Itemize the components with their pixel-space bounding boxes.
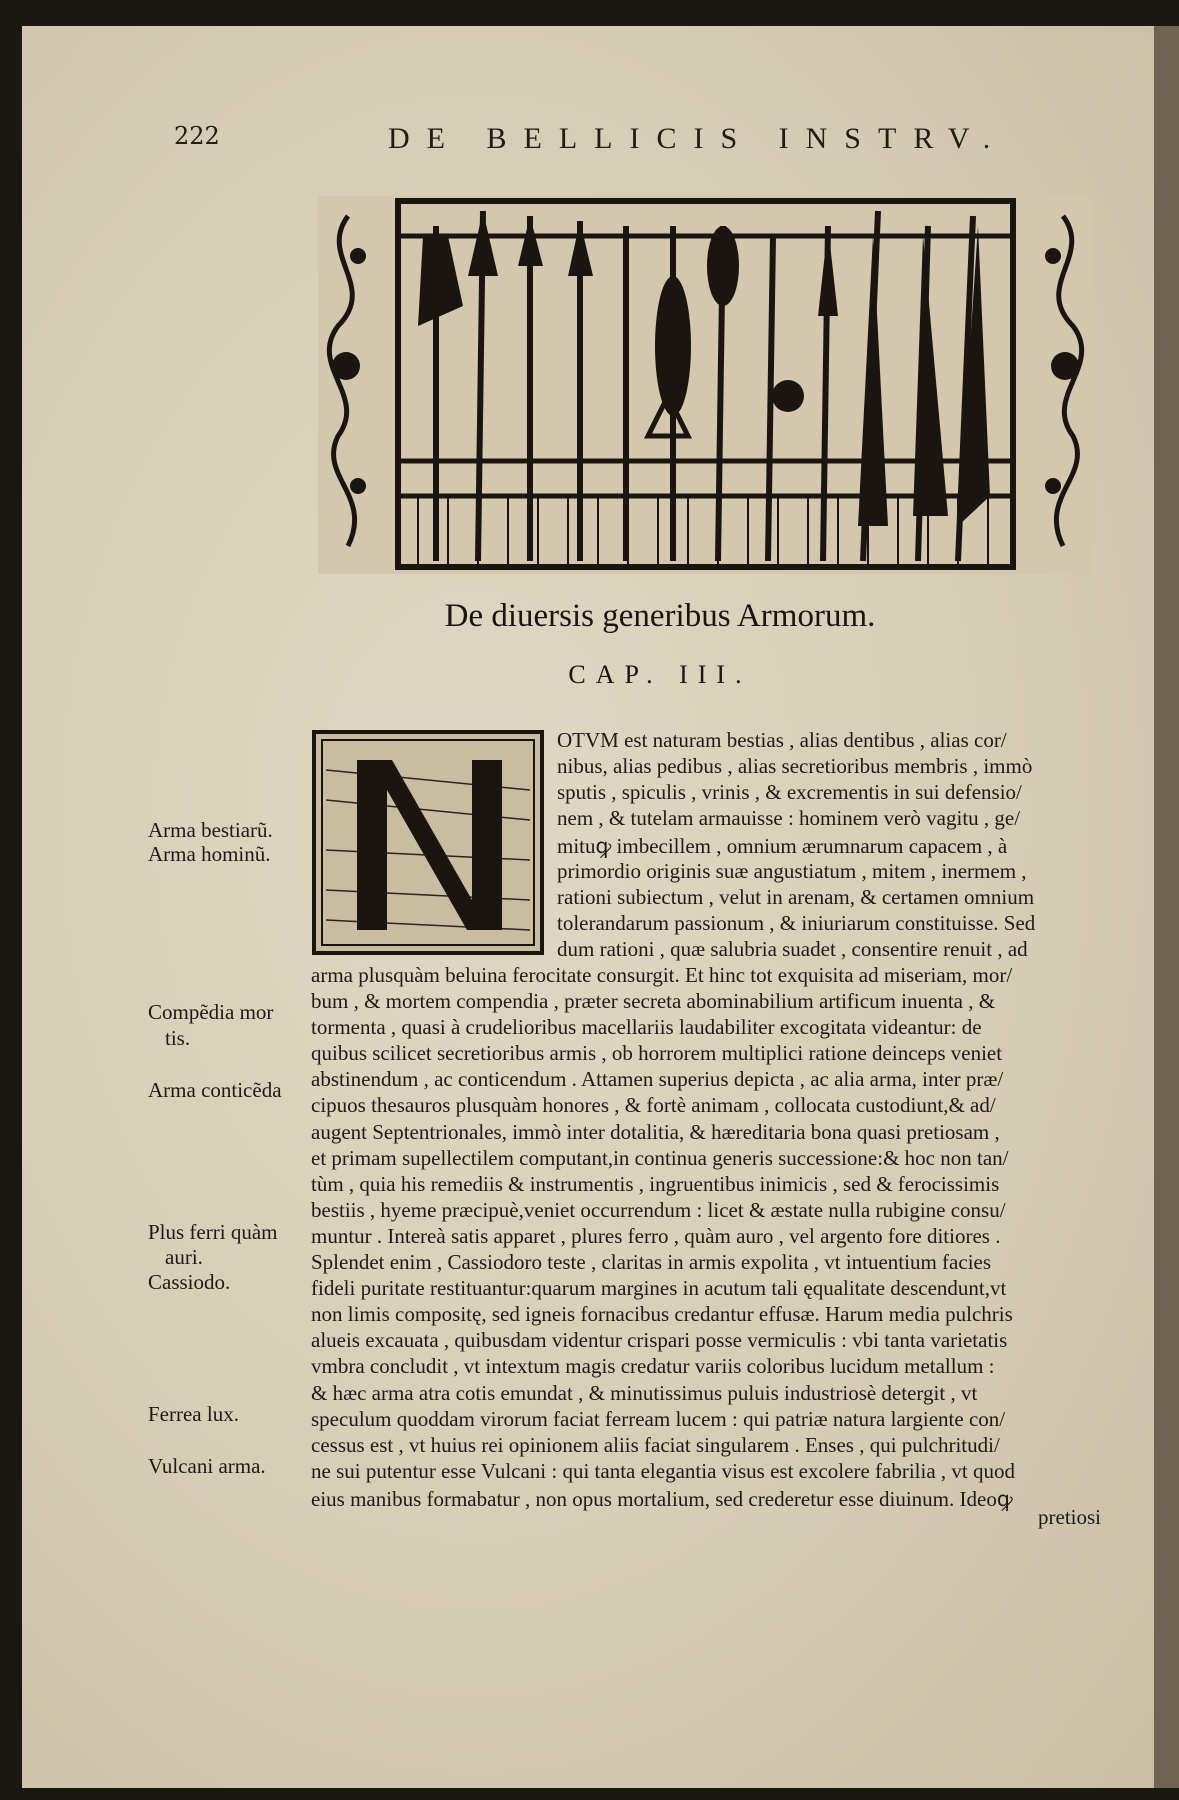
margin-note: auri. [165,1245,203,1269]
text-line: muntur . Intereà satis apparet , plures ferro , quàm auro , vel argento fore ditiores . [311,1223,1001,1248]
text-line: bum , & mortem compendia , præter secreta abominabilium artificum inuenta , & [311,989,996,1013]
facing-page-edge [1154,26,1179,1788]
margin-note: Cassiodo. [148,1270,231,1294]
text-line: arma plusquàm beluina ferocitate consurgit. Et hinc tot exquisita ad miseriam, mor/ [311,962,1013,987]
text-line: tolerandarum passionum , & iniuriarum constituisse. Sed [557,910,1036,935]
decorated-initial-n-icon [312,730,544,955]
margin-note: tis. [165,1026,191,1050]
text-line: dum rationi , quæ salubria suadet , consentire renuit , ad [557,936,1028,961]
text-line: ne sui putentur esse Vulcani : qui tanta elegantia visus est excolere fabrilia , vt quod [311,1458,1015,1483]
chapter-number: CAP. III. [568,660,752,689]
text-line: tormenta , quasi à crudelioribus macellariis laudabiliter excogitata videantur: de [311,1015,982,1040]
margin-note: Arma conticẽda [148,1078,282,1102]
weapons-rack-woodcut-icon [318,196,1093,574]
text-line: cessus est , vt huius rei opinionem aliis faciat singularem . Enses , qui pulchritudi/ [311,1432,1000,1457]
text-line: nem , & tutelam armauisse : hominem verò vagitu , ge/ [557,806,1021,831]
catchword: pretiosi [1038,1505,1101,1529]
text-line: eius manibus formabatur , non opus mortalium, sed crederetur esse diuinum. Ideoꝙ [311,1486,1013,1511]
chapter-title: De diuersis generibus Armorum. [444,598,876,634]
text-line: sputis , spiculis , vrinis , & excrementis in sui defensio/ [557,780,1022,805]
text-line: rationi subiectum , velut in arenam, & certamen omnium [557,884,1035,909]
text-line: tùm , quia his remediis & instrumentis , ingruentibus inimicis , sed & ferocissimis [311,1171,1000,1196]
text-line: primordio originis suæ angustiatum , mitem , inermem , [557,858,1027,883]
text-line: fideli puritate restituantur:quarum margines in acutum tali ęqualitate descendunt,vt [311,1276,1007,1301]
text-line: quibus scilicet secretioribus armis , ob horrorem multiplici ratione deinceps veniet [311,1041,1003,1066]
text-line: vmbra concludit , vt intextum magis credatur variis coloribus lucidum metallum : [311,1354,995,1379]
text-line: Splendet enim , Cassiodoro teste , claritas in armis expolita , vt intuentium facies [311,1250,992,1274]
margin-note: Arma hominũ. [148,842,271,866]
text-line: & hæc arma atra cotis emundat , & minutissimus puluis industriosè detergit , vt [311,1380,978,1405]
text-line: et primam supellectilem computant,in continua generis successione:& hoc non tan/ [311,1145,1009,1170]
text-line: non limis compositę, sed igneis fornacibus credantur effusæ. Harum media pulchris [311,1302,1013,1327]
text-line: bestiis , hyeme præcipuè,veniet occurrendum : licet & æstate nulla rubigine consu/ [311,1197,1006,1222]
running-head [0,122,1179,162]
text-line: augent Septentrionales, immò inter dotalitia, & hæreditaria bona quasi pretiosam , [311,1119,1000,1144]
text-line: speculum quoddam virorum faciat ferream lucem : qui patriæ natura largiente con/ [311,1406,1006,1431]
text-line: abstinendum , ac conticendum . Attamen superius depicta , ac alia arma, inter præ/ [311,1067,1004,1092]
text-line: alueis excauata , quibusdam videntur crispari posse vermiculis : vbi tanta varietatis [311,1328,1008,1353]
text-line: cipuos thesauros plusquàm honores , & fortè animam , collocata custodiunt,& ad/ [311,1093,996,1118]
text-line: nibus, alias pedibus , alias secretioribus membris , immò [557,754,1033,779]
margin-note: Vulcani arma. [148,1454,266,1478]
margin-note: Ferrea lux. [148,1402,239,1426]
margin-note: Compẽdia mor [148,1000,274,1024]
text-line: mituꝙ imbecillem , omnium ærumnarum capacem , à [557,834,1008,859]
margin-note: Arma bestiarũ. [148,818,273,842]
folio-number: 222 [174,122,220,150]
margin-note: Plus ferri quàm [148,1220,278,1244]
running-title: DE BELLICIS INSTRV. [388,122,1008,155]
text-line: OTVM est naturam bestias , alias dentibus , alias cor/ [557,728,1007,752]
